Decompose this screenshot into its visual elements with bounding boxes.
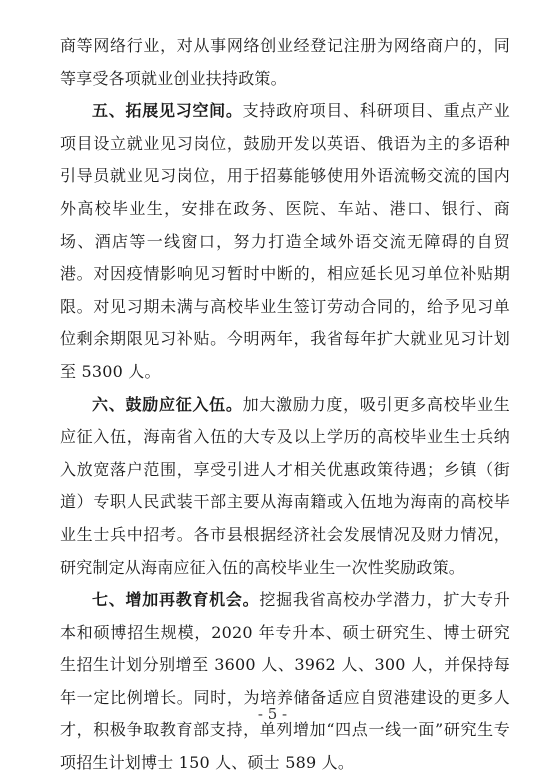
paragraph-text: 挖掘我省高校办学潜力，扩大专升本和硕博招生规模，2020 年专升本、硕士研究生、博士研究生招生计划分别增至 3600 人、3962 人、300 人，并保持每年一定比例增长。同时，为培养储备适应自贸港建设的更多人才，积极争取教育部支持，单列增加“四点一线一面”研究生专项招生计划博士 150 人、硕士 589 人。 — [60, 590, 510, 773]
paragraph-continuation — [60, 30, 510, 95]
paragraph-section-5 — [60, 95, 510, 388]
section-heading: 五、拓展见习空间。 — [92, 101, 243, 121]
paragraph-section-7 — [60, 584, 510, 780]
section-heading: 七、增加再教育机会。 — [92, 590, 260, 610]
paragraph-text: 加大激励力度，吸引更多高校毕业生应征入伍，海南省入伍的大专及以上学历的高校毕业生士兵纳入放宽落户范围，享受引进人才相关优惠政策待遇；乡镇（街道）专职人民武装干部主要从海南籍或入伍地为海南的高校毕业生士兵中招考。各市县根据经济社会发展情况及财力情况，研究制定从海南应征入伍的高校毕业生一次性奖励政策。 — [60, 394, 510, 577]
page-number: - 5 - — [257, 705, 288, 723]
paragraph-section-6 — [60, 389, 510, 585]
paragraph-text: 商等网络行业，对从事网络创业经登记注册为网络商户的，同等享受各项就业创业扶持政策。 — [60, 36, 510, 88]
section-heading: 六、鼓励应征入伍。 — [92, 394, 243, 414]
document-body — [60, 30, 510, 780]
paragraph-text: 支持政府项目、科研项目、重点产业项目设立就业见习岗位，鼓励开发以英语、俄语为主的多语种引导员就业见习岗位，用于招募能够使用外语流畅交流的国内外高校毕业生，安排在政务、医院、车站、港口、银行、商场、酒店等一线窗口，努力打造全域外语交流无障碍的自贸港。对因疫情影响见习暂时中断的，相应延长见习单位补贴期限。对见习期未满与高校毕业生签订劳动合同的，给予见习单位剩余期限见习补贴。今明两年，我省每年扩大就业见习计划至 5300 人。 — [60, 101, 510, 381]
